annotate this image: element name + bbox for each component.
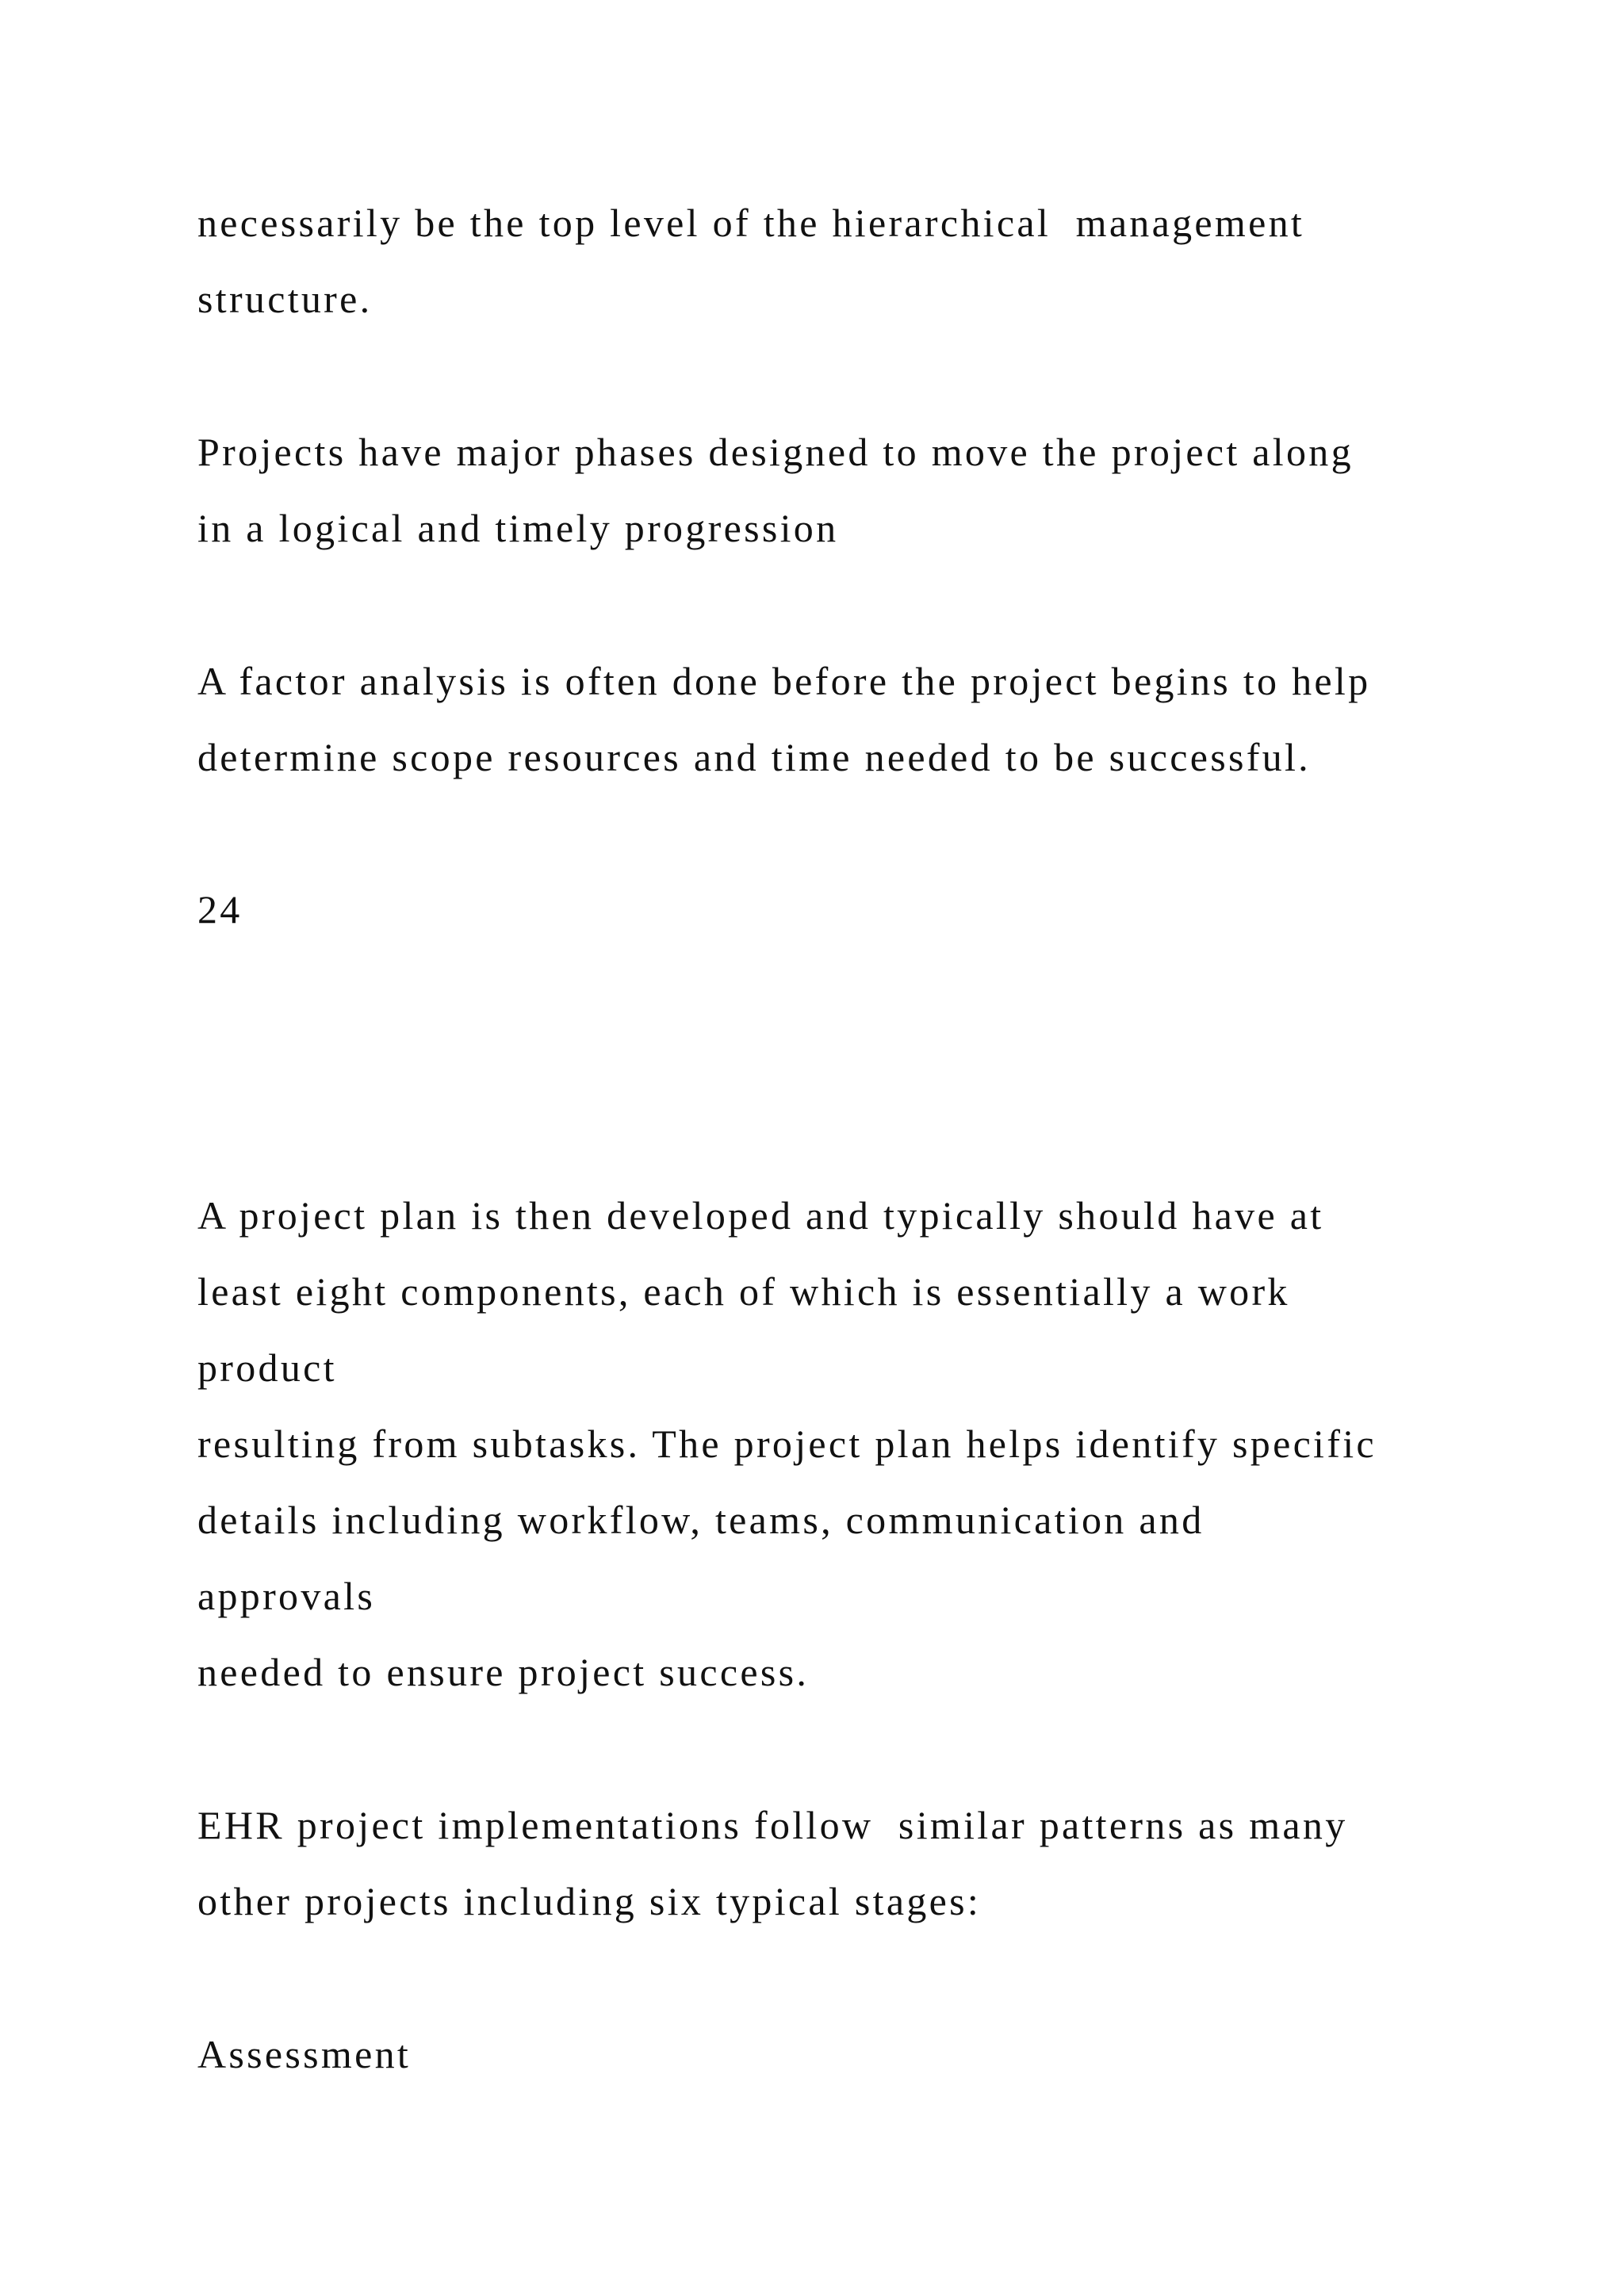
- text-line: approvals: [197, 1574, 376, 1618]
- text-line: resulting from subtasks. The project plan helps identify specific: [197, 1422, 1377, 1466]
- text-line: structure.: [197, 277, 373, 321]
- text-line: EHR project implementations follow similar patterns as many: [197, 1803, 1348, 1847]
- text-line: A project plan is then developed and typically should have at: [197, 1193, 1324, 1238]
- text-line: Assessment: [197, 2032, 412, 2076]
- page-number: 24: [197, 887, 243, 932]
- text-line: other projects including six typical stages:: [197, 1879, 982, 1923]
- text-line: least eight components, each of which is essentially a work: [197, 1269, 1290, 1314]
- text-line: product: [197, 1345, 337, 1390]
- text-line: needed to ensure project success.: [197, 1650, 810, 1694]
- text-line: in a logical and timely progression: [197, 506, 839, 550]
- text-line: A factor analysis is often done before the project begins to help: [197, 659, 1371, 703]
- text-line: necessarily be the top level of the hierarchical management: [197, 201, 1305, 245]
- text-line: details including workflow, teams, communication and: [197, 1498, 1205, 1542]
- text-line: Projects have major phases designed to move the project along: [197, 430, 1354, 474]
- text-line: determine scope resources and time needed to be successful.: [197, 735, 1311, 779]
